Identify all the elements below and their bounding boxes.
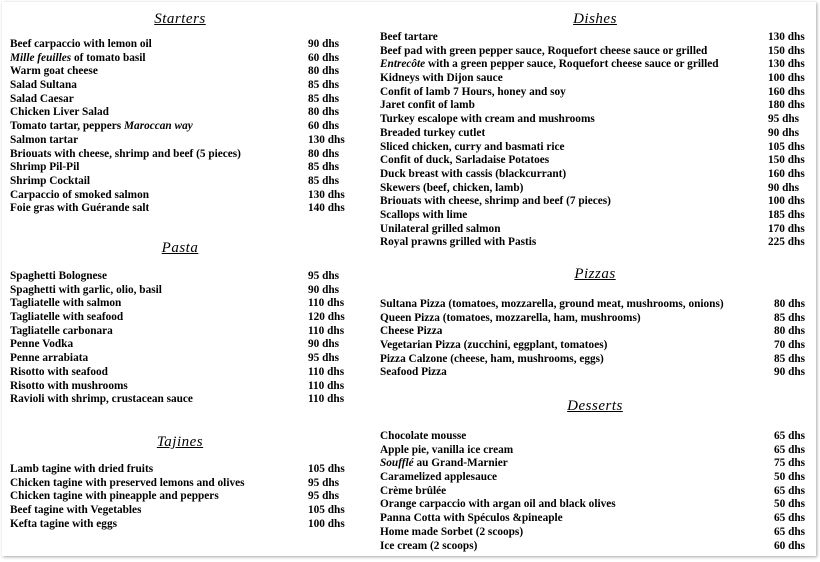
menu-item-price: 85 dhs bbox=[774, 352, 806, 365]
menu-item-name-text: Spaghetti Bolognese bbox=[10, 270, 107, 282]
menu-item-name-text: Chicken tagine with preserved lemons and olives bbox=[10, 476, 245, 489]
menu-item bbox=[10, 504, 350, 518]
menu-item-name bbox=[10, 366, 108, 380]
menu-item-price: 85 dhs bbox=[308, 174, 340, 187]
menu-item-name-text: Orange carpaccio with argan oil and black olives bbox=[380, 498, 616, 511]
menu-item-name-text: Home made Sorbet (2 scoops) bbox=[380, 525, 524, 538]
menu-item bbox=[10, 270, 350, 284]
menu-item-name bbox=[380, 236, 536, 250]
menu-item-name bbox=[380, 99, 475, 113]
desserts-list bbox=[380, 430, 810, 553]
menu-item-price: 85 dhs bbox=[774, 311, 806, 324]
menu-item-name bbox=[10, 463, 153, 477]
section-title-pasta: Pasta bbox=[161, 240, 199, 256]
menu-item-price: 60 dhs bbox=[774, 539, 806, 552]
menu-item-name bbox=[380, 325, 442, 339]
menu-item-name-text: Jaret confit of lamb bbox=[380, 99, 475, 112]
menu-item-price: 110 dhs bbox=[308, 297, 345, 310]
section-title-starters: Starters bbox=[154, 11, 206, 27]
menu-item-name bbox=[380, 168, 566, 182]
menu-item-name-text: Skewers (beef, chicken, lamb) bbox=[380, 181, 524, 194]
menu-item-name-text: Beef tagine with Vegetables bbox=[10, 504, 142, 517]
menu-item-name-text: Tagliatelle with salmon bbox=[10, 297, 122, 310]
menu-item bbox=[380, 526, 810, 540]
menu-item bbox=[10, 338, 350, 352]
menu-item-name bbox=[380, 298, 724, 312]
section-title-pizzas: Pizzas bbox=[574, 266, 616, 282]
menu-item-price: 150 dhs bbox=[768, 154, 805, 167]
menu-item bbox=[10, 106, 350, 120]
menu-item-name bbox=[380, 31, 438, 45]
menu-item-name bbox=[10, 338, 73, 352]
menu-item-name-text: Tagliatelle carbonara bbox=[10, 324, 113, 337]
menu-item-name bbox=[10, 518, 117, 532]
menu-item-name-text: Shrimp Pil-Pil bbox=[10, 161, 80, 174]
menu-item-name-text: Risotto with mushrooms bbox=[10, 379, 128, 392]
menu-item-name bbox=[10, 477, 245, 491]
menu-item-name bbox=[380, 113, 595, 127]
menu-item bbox=[10, 297, 350, 311]
menu-item-price: 110 dhs bbox=[308, 393, 345, 406]
menu-item-name-text: Scallops with lime bbox=[380, 208, 468, 221]
menu-item bbox=[380, 141, 810, 155]
menu-item-name-text: Queen Pizza (tomatoes, mozzarella, ham, mushrooms) bbox=[380, 311, 641, 324]
menu-item-name bbox=[10, 393, 193, 407]
menu-item-name-text: Tomato tartar, peppers bbox=[10, 120, 125, 133]
menu-item-name bbox=[10, 380, 128, 394]
menu-item-name-text: Beef tartare bbox=[380, 31, 438, 43]
menu-item-price: 95 dhs bbox=[308, 476, 340, 489]
menu-item-price: 90 dhs bbox=[308, 38, 340, 50]
menu-item-price: 65 dhs bbox=[774, 525, 806, 538]
menu-item-name-text: Tagliatelle with seafood bbox=[10, 311, 124, 324]
starters-list bbox=[10, 38, 350, 216]
menu-item bbox=[380, 236, 810, 250]
menu-item-name bbox=[380, 312, 641, 326]
menu-item bbox=[10, 366, 350, 380]
dishes-list bbox=[380, 31, 810, 250]
menu-item-price: 90 dhs bbox=[774, 366, 806, 379]
menu-item-name bbox=[380, 72, 503, 86]
menu-item bbox=[10, 52, 350, 66]
menu-item-name bbox=[380, 45, 707, 59]
menu-item-name-text: Caramelized applesauce bbox=[380, 471, 498, 484]
menu-item bbox=[380, 512, 810, 526]
menu-item-name-text: Turkey escalope with cream and mushrooms bbox=[380, 113, 595, 126]
menu-item-name-text: Ravioli with shrimp, crustacean sauce bbox=[10, 393, 193, 406]
pizzas-list bbox=[380, 298, 810, 380]
menu-item-name-text: Carpaccio of smoked salmon bbox=[10, 188, 150, 201]
menu-item-name-text: au Grand-Marnier bbox=[413, 457, 508, 470]
menu-item-price: 185 dhs bbox=[768, 208, 805, 221]
menu-item-name bbox=[380, 141, 565, 155]
menu-item-price: 75 dhs bbox=[774, 457, 806, 470]
menu-item-name bbox=[10, 202, 149, 216]
menu-item bbox=[380, 325, 810, 339]
menu-item-name bbox=[10, 161, 79, 175]
menu-item bbox=[10, 93, 350, 107]
menu-item-name bbox=[10, 504, 141, 518]
menu-item-name bbox=[10, 490, 219, 504]
menu-item-name bbox=[10, 52, 146, 66]
menu-item-name bbox=[10, 352, 88, 366]
menu-item-name bbox=[380, 444, 513, 458]
menu-item-name-text: Penne Vodka bbox=[10, 338, 74, 351]
menu-item bbox=[10, 202, 350, 216]
menu-item-name bbox=[10, 175, 90, 189]
menu-item-price: 95 dhs bbox=[308, 490, 340, 503]
menu-item-name bbox=[10, 93, 74, 107]
menu-item-price: 50 dhs bbox=[774, 471, 806, 484]
menu-item bbox=[380, 540, 810, 554]
menu-item bbox=[380, 86, 810, 100]
menu-item bbox=[10, 175, 350, 189]
menu-item-name bbox=[10, 148, 241, 162]
menu-item-name bbox=[380, 195, 611, 209]
menu-item-price: 85 dhs bbox=[308, 161, 340, 174]
menu-item-price: 65 dhs bbox=[774, 430, 806, 442]
menu-item-name bbox=[380, 223, 501, 237]
menu-item bbox=[380, 168, 810, 182]
menu-item-name-text: with a green pepper sauce, Roquefort cheese sauce or grilled bbox=[425, 58, 719, 71]
menu-item bbox=[380, 457, 810, 471]
menu-item-name-text: Kidneys with Dijon sauce bbox=[380, 72, 503, 85]
menu-item-price: 95 dhs bbox=[308, 270, 340, 282]
menu-item-name-text: Salmon tartar bbox=[10, 133, 79, 146]
menu-item-price: 80 dhs bbox=[308, 65, 340, 78]
menu-item-name bbox=[380, 182, 523, 196]
menu-item-price: 100 dhs bbox=[308, 517, 345, 530]
menu-item-name-text: Briouats with cheese, shrimp and beef (7 pieces) bbox=[380, 195, 611, 208]
menu-item-price: 65 dhs bbox=[774, 512, 806, 525]
menu-item bbox=[10, 189, 350, 203]
menu-item-name-text: Lamb tagine with dried fruits bbox=[10, 463, 154, 475]
menu-item-price: 65 dhs bbox=[774, 443, 806, 456]
menu-item bbox=[10, 79, 350, 93]
menu-item-price: 130 dhs bbox=[768, 31, 805, 43]
menu-item bbox=[380, 195, 810, 209]
menu-item-name bbox=[10, 134, 78, 148]
menu-item-name bbox=[10, 38, 152, 52]
menu-item bbox=[10, 65, 350, 79]
menu-item-name bbox=[380, 526, 523, 540]
menu-item bbox=[380, 444, 810, 458]
menu-item bbox=[380, 127, 810, 141]
menu-item-name bbox=[380, 366, 447, 380]
menu-item-price: 110 dhs bbox=[308, 324, 345, 337]
menu-item bbox=[10, 393, 350, 407]
menu-item-name bbox=[10, 65, 98, 79]
menu-item bbox=[10, 311, 350, 325]
menu-item-name-text: Royal prawns grilled with Pastis bbox=[380, 236, 537, 249]
menu-item-name bbox=[10, 284, 162, 298]
menu-item bbox=[10, 325, 350, 339]
menu-item-name bbox=[380, 540, 477, 554]
menu-item-price: 160 dhs bbox=[768, 167, 805, 180]
menu-item-price: 110 dhs bbox=[308, 379, 345, 392]
section-title-dishes: Dishes bbox=[573, 11, 617, 27]
menu-item bbox=[380, 223, 810, 237]
menu-item-name-text: Salad Caesar bbox=[10, 92, 74, 105]
tajines-list bbox=[10, 463, 350, 531]
menu-item bbox=[10, 134, 350, 148]
menu-item-name-text: Cheese Pizza bbox=[380, 325, 443, 338]
menu-item-name-text: Crème brûlée bbox=[380, 484, 447, 497]
menu-item-name-text: Kefta tagine with eggs bbox=[10, 517, 117, 530]
menu-item-name-text: Vegetarian Pizza (zucchini, eggplant, tomatoes) bbox=[380, 339, 608, 352]
menu-item-name bbox=[10, 325, 113, 339]
menu-item bbox=[380, 31, 810, 45]
menu-item-price: 105 dhs bbox=[768, 140, 805, 153]
menu-item-name-text: Unilateral grilled salmon bbox=[380, 222, 501, 235]
menu-item-price: 90 dhs bbox=[768, 181, 800, 194]
menu-item-price: 160 dhs bbox=[768, 85, 805, 98]
menu-item bbox=[10, 463, 350, 477]
menu-item-name-text: Ice cream (2 scoops) bbox=[380, 539, 478, 552]
menu-item-price: 105 dhs bbox=[308, 504, 345, 517]
menu-page bbox=[2, 2, 816, 556]
menu-item-name-text: Seafood Pizza bbox=[380, 366, 447, 379]
menu-item bbox=[380, 209, 810, 223]
menu-item-name bbox=[380, 353, 604, 367]
menu-item-name-italic: Soufflé bbox=[380, 457, 414, 470]
menu-item-name-text: Breaded turkey cutlet bbox=[380, 126, 486, 139]
menu-item-price: 80 dhs bbox=[308, 106, 340, 119]
menu-item bbox=[10, 490, 350, 504]
menu-item bbox=[380, 298, 810, 312]
menu-item-price: 120 dhs bbox=[308, 311, 345, 324]
menu-item-name bbox=[10, 297, 121, 311]
menu-item-price: 90 dhs bbox=[308, 283, 340, 296]
menu-item-name bbox=[10, 120, 193, 134]
menu-item-name bbox=[380, 457, 508, 471]
menu-item-name-text: Warm goat cheese bbox=[10, 65, 98, 78]
menu-item bbox=[380, 339, 810, 353]
menu-item-price: 85 dhs bbox=[308, 92, 340, 105]
menu-item bbox=[380, 366, 810, 380]
menu-item bbox=[10, 120, 350, 134]
menu-item bbox=[380, 182, 810, 196]
menu-item bbox=[380, 430, 810, 444]
menu-item-name-italic: Entrecôte bbox=[380, 58, 426, 71]
menu-item bbox=[380, 113, 810, 127]
pasta-list bbox=[10, 270, 350, 407]
menu-item-price: 110 dhs bbox=[308, 365, 345, 378]
menu-item-name bbox=[380, 86, 566, 100]
menu-item-name-text: Pizza Calzone (cheese, ham, mushrooms, eggs) bbox=[380, 352, 604, 365]
menu-item bbox=[10, 284, 350, 298]
menu-item-name bbox=[380, 154, 549, 168]
menu-item bbox=[380, 45, 810, 59]
menu-item-name-text: Beef carpaccio with lemon oil bbox=[10, 38, 152, 50]
menu-item bbox=[10, 148, 350, 162]
menu-item-price: 90 dhs bbox=[768, 126, 800, 139]
section-title-desserts: Desserts bbox=[567, 398, 623, 414]
menu-item-price: 95 dhs bbox=[308, 352, 340, 365]
menu-item-name bbox=[380, 498, 616, 512]
menu-item-price: 80 dhs bbox=[774, 298, 806, 310]
menu-item-name bbox=[380, 430, 466, 444]
menu-item-price: 80 dhs bbox=[774, 325, 806, 338]
menu-item-name-text: Apple pie, vanilla ice cream bbox=[380, 443, 514, 456]
menu-item-price: 225 dhs bbox=[768, 236, 805, 249]
menu-item bbox=[10, 477, 350, 491]
menu-item-name-italic: Maroccan way bbox=[124, 120, 193, 133]
menu-item-price: 65 dhs bbox=[774, 484, 806, 497]
menu-item-name-text: Foie gras with Guérande salt bbox=[10, 202, 150, 215]
menu-item-name-text: Panna Cotta with Spéculos &pineaple bbox=[380, 512, 563, 525]
menu-item-name-text: Sliced chicken, curry and basmati rice bbox=[380, 140, 565, 153]
menu-item bbox=[380, 99, 810, 113]
menu-item-name-text: Chicken Liver Salad bbox=[10, 106, 109, 119]
menu-item-price: 130 dhs bbox=[308, 133, 345, 146]
menu-item-name-text: Risotto with seafood bbox=[10, 365, 108, 378]
menu-item-name-text: Briouats with cheese, shrimp and beef (5 pieces) bbox=[10, 147, 241, 160]
menu-item bbox=[380, 58, 810, 72]
menu-item bbox=[10, 380, 350, 394]
menu-item-price: 170 dhs bbox=[768, 222, 805, 235]
menu-item bbox=[380, 485, 810, 499]
menu-item bbox=[380, 312, 810, 326]
menu-item-name-text: Confit of duck, Sarladaise Potatoes bbox=[380, 154, 550, 167]
menu-item-price: 80 dhs bbox=[308, 147, 340, 160]
menu-item-name-text: Sultana Pizza (tomatoes, mozzarella, ground meat, mushrooms, onions) bbox=[380, 298, 724, 310]
menu-item-name-text: Salad Sultana bbox=[10, 79, 77, 92]
menu-item bbox=[380, 353, 810, 367]
menu-item-name bbox=[10, 79, 77, 93]
menu-item-name bbox=[380, 339, 607, 353]
menu-item-name-text: Confit of lamb 7 Hours, honey and soy bbox=[380, 85, 566, 98]
menu-item bbox=[10, 518, 350, 532]
menu-item-name-text: Penne arrabiata bbox=[10, 352, 89, 365]
menu-item-price: 180 dhs bbox=[768, 99, 805, 112]
menu-item bbox=[380, 471, 810, 485]
menu-item-name bbox=[10, 270, 107, 284]
menu-item-price: 130 dhs bbox=[768, 58, 805, 71]
menu-item-price: 150 dhs bbox=[768, 44, 805, 57]
menu-item-name bbox=[380, 209, 467, 223]
menu-item bbox=[380, 72, 810, 86]
menu-item-name bbox=[380, 512, 563, 526]
menu-item-price: 130 dhs bbox=[308, 188, 345, 201]
menu-item-name bbox=[10, 106, 109, 120]
menu-item bbox=[10, 161, 350, 175]
menu-item-price: 70 dhs bbox=[774, 339, 806, 352]
menu-item-name-text: Duck breast with cassis (blackcurrant) bbox=[380, 167, 567, 180]
menu-item-name bbox=[380, 58, 719, 72]
menu-item-price: 90 dhs bbox=[308, 338, 340, 351]
menu-item bbox=[10, 352, 350, 366]
menu-item-name-text: Beef pad with green pepper sauce, Roquefort cheese sauce or grilled bbox=[380, 44, 708, 57]
menu-item-price: 100 dhs bbox=[768, 195, 805, 208]
menu-item-name bbox=[380, 127, 485, 141]
menu-item-name-italic: Mille feuilles bbox=[10, 51, 72, 64]
menu-item-price: 85 dhs bbox=[308, 79, 340, 92]
menu-item-price: 100 dhs bbox=[768, 72, 805, 85]
menu-item bbox=[380, 154, 810, 168]
menu-item-name-text: Shrimp Cocktail bbox=[10, 174, 91, 187]
menu-item-price: 60 dhs bbox=[308, 51, 340, 64]
menu-item-price: 105 dhs bbox=[308, 463, 345, 475]
menu-item-price: 95 dhs bbox=[768, 113, 800, 126]
menu-item-name-text: Spaghetti with garlic, olio, basil bbox=[10, 283, 162, 296]
menu-item bbox=[380, 498, 810, 512]
section-title-tajines: Tajines bbox=[156, 434, 204, 450]
menu-item-name bbox=[380, 485, 446, 499]
menu-item-price: 50 dhs bbox=[774, 498, 806, 511]
menu-item-name bbox=[380, 471, 497, 485]
menu-item-name bbox=[10, 189, 149, 203]
menu-item-name-text: of tomato basil bbox=[71, 51, 146, 64]
menu-item-name-text: Chicken tagine with pineapple and peppers bbox=[10, 490, 219, 503]
menu-item-price: 60 dhs bbox=[308, 120, 340, 133]
menu-item-name-text: Chocolate mousse bbox=[380, 430, 467, 442]
menu-item-name bbox=[10, 311, 123, 325]
menu-item bbox=[10, 38, 350, 52]
menu-item-price: 140 dhs bbox=[308, 202, 345, 215]
